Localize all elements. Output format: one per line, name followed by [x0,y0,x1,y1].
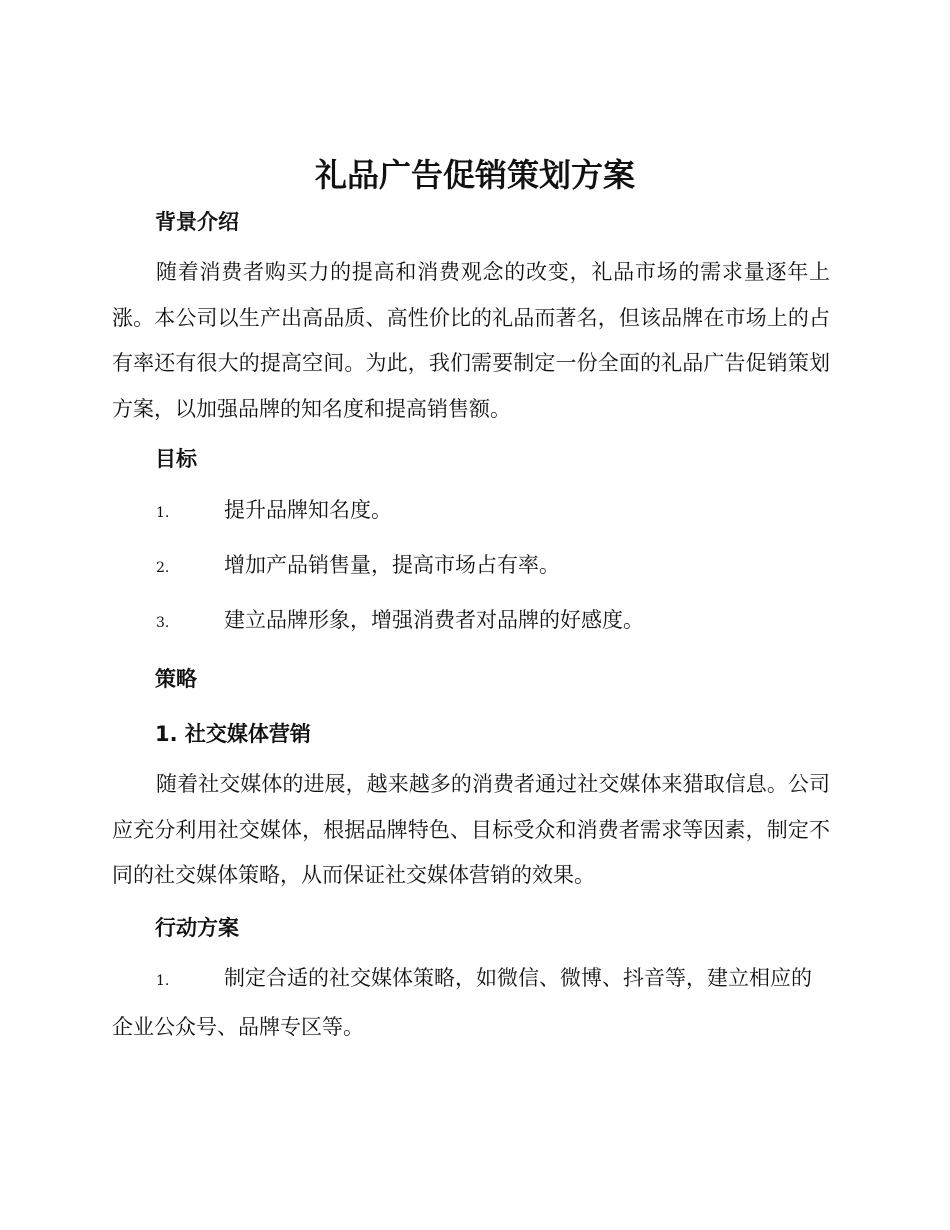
list-item-text: 增加产品销售量，提高市场占有率。 [224,553,560,577]
goal-list-item [112,543,830,592]
list-number: 1. [156,505,170,521]
section-heading-actions: 行动方案 [155,916,239,940]
section-heading-goals: 目标 [155,447,197,471]
list-number: 3. [156,615,170,631]
action-list-item [112,956,830,1050]
document-title: 礼品广告促销策划方案 [314,156,635,194]
list-item-text: 提升品牌知名度。 [224,498,392,522]
goal-list-item [112,598,830,647]
list-number: 1. [156,973,170,989]
background-paragraph: 随着消费者购买力的提高和消费观念的改变，礼品市场的需求量逐年上涨。本公司以生产出高品质、高性价比的礼品而著名，但该品牌在市场上的占有率还有很大的提高空间。为此，我们需要制定一份全面的礼品广告促销策划方案，以加强品牌的知名度和提高销售额。 [112,260,830,421]
goal-list-item [112,488,830,537]
list-item-text: 制定合适的社交媒体策略，如微信、微博、抖音等，建立相应的企业公众号、品牌专区等。 [112,966,812,1039]
section-heading-background: 背景介绍 [155,210,239,234]
list-number: 2. [156,560,170,576]
list-item-text: 建立品牌形象，增强消费者对品牌的好感度。 [224,608,644,632]
strategy-paragraph: 随着社交媒体的进展，越来越多的消费者通过社交媒体来猎取信息。公司应充分利用社交媒体，根据品牌特色、目标受众和消费者需求等因素，制定不同的社交媒体策略，从而保证社交媒体营销的效果。 [112,772,830,887]
strategy-subheading: 1. 社交媒体营销 [155,722,311,746]
section-heading-strategy: 策略 [155,667,197,691]
